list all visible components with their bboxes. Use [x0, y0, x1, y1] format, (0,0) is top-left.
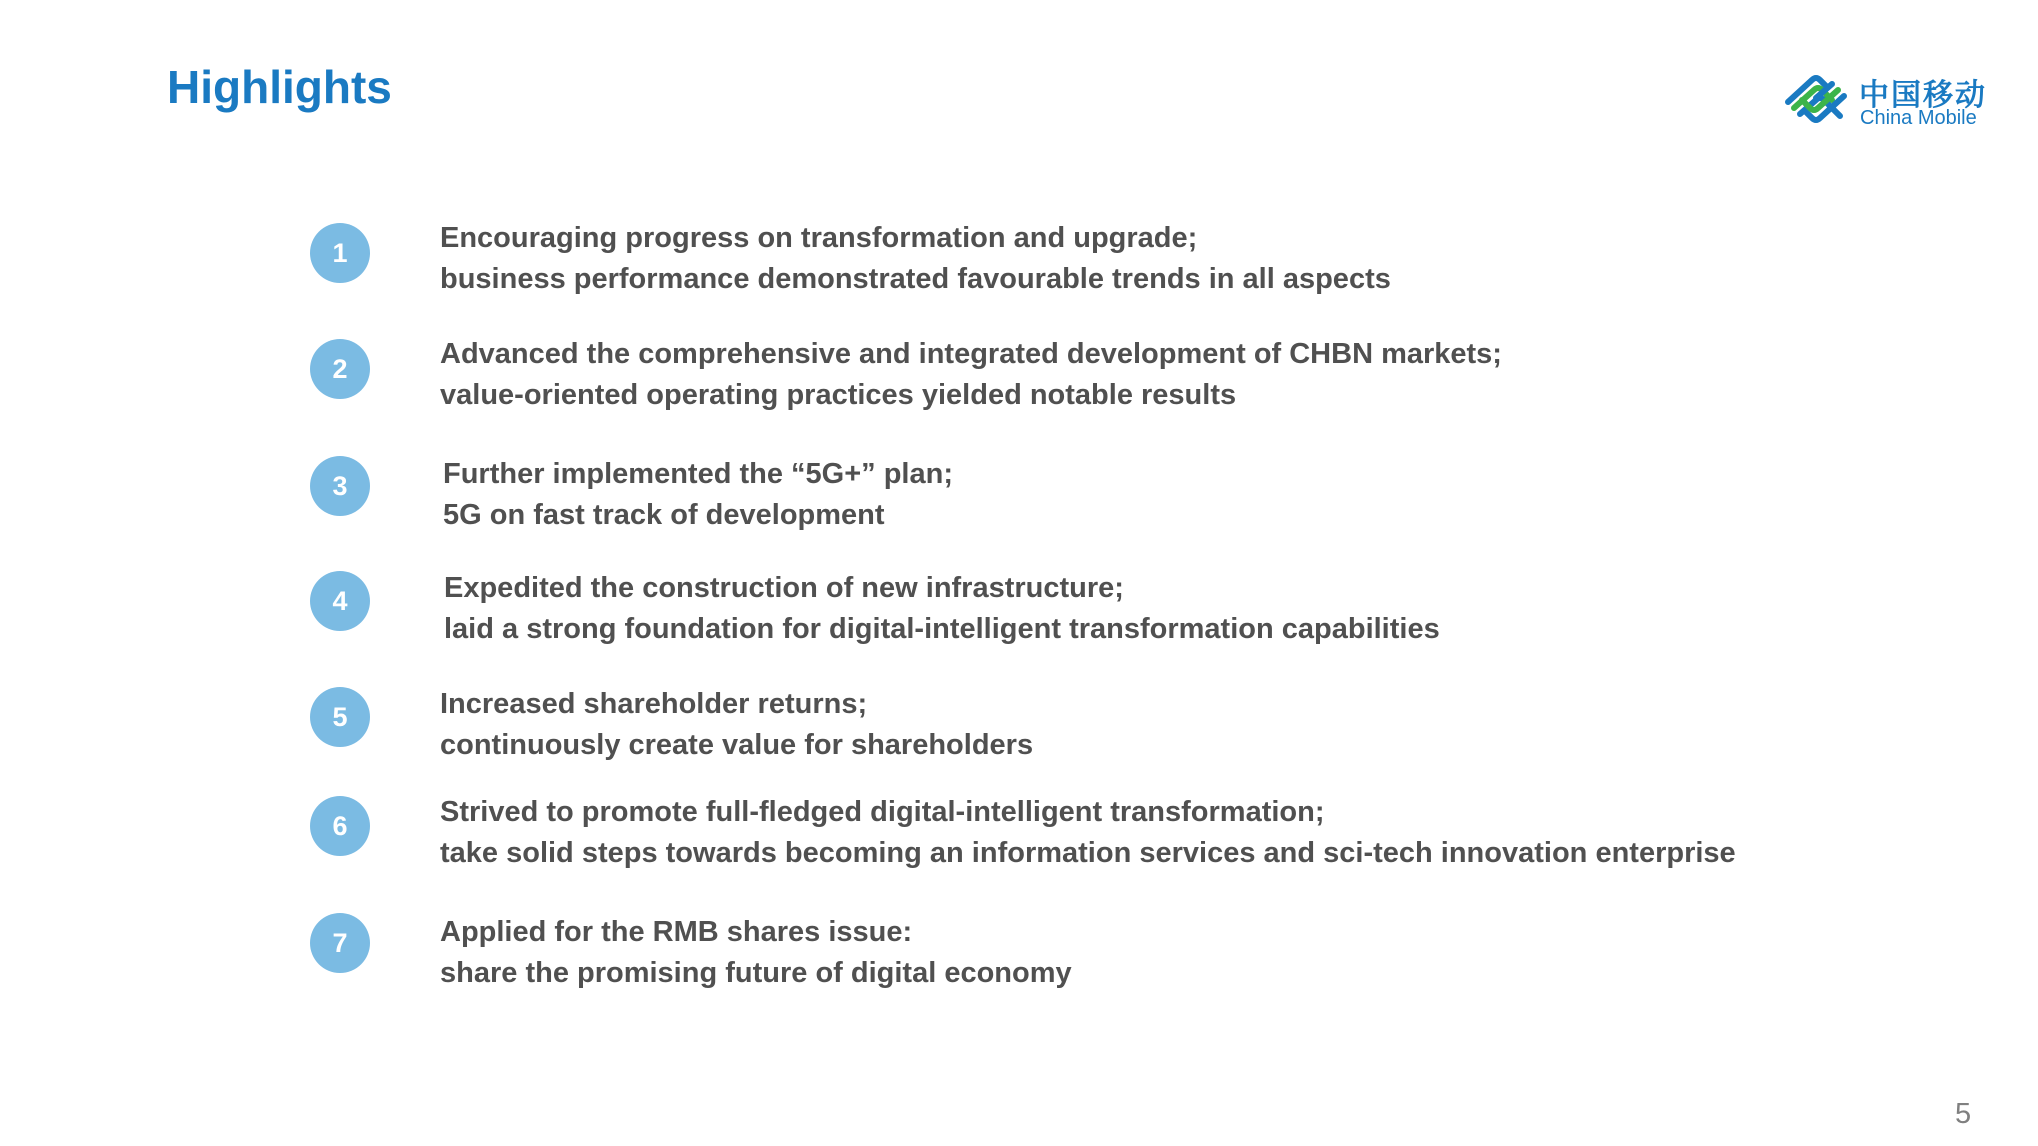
china-mobile-logo-icon: [1782, 66, 1850, 134]
highlight-text: [444, 568, 1440, 650]
highlight-line-2: value-oriented operating practices yielded notable results: [440, 379, 1237, 411]
highlight-line-2: business performance demonstrated favourable trends in all aspects: [440, 263, 1391, 295]
highlight-line-1: Further implemented the “5G+” plan;: [443, 458, 953, 490]
highlight-item: [0, 568, 2038, 658]
highlight-item: [0, 218, 2038, 308]
number-badge: 5: [310, 687, 370, 747]
highlight-line-1: Advanced the comprehensive and integrated development of CHBN markets;: [440, 338, 1502, 370]
highlight-line-2: continuously create value for shareholders: [440, 729, 1034, 761]
logo-english-text: China Mobile: [1860, 107, 1977, 129]
highlight-item: [0, 792, 2038, 882]
highlight-text: [440, 912, 1072, 994]
highlight-line-1: Applied for the RMB shares issue:: [440, 916, 913, 948]
highlight-item: [0, 334, 2038, 424]
highlight-item: [0, 454, 2038, 544]
highlight-text: [440, 792, 1736, 874]
page-title: Highlights: [167, 61, 392, 113]
highlight-text: [440, 684, 1033, 766]
highlight-line-2: laid a strong foundation for digital-intelligent transformation capabilities: [444, 613, 1440, 645]
number-badge: 1: [310, 223, 370, 283]
highlight-line-2: 5G on fast track of development: [443, 499, 885, 531]
logo-chinese-text: 中国移动: [1859, 79, 1987, 112]
highlight-text: [440, 334, 1502, 416]
highlight-line-1: Strived to promote full-fledged digital-intelligent transformation;: [440, 796, 1325, 828]
highlight-text: [440, 218, 1391, 300]
highlight-line-1: Increased shareholder returns;: [440, 688, 868, 720]
highlight-item: [0, 912, 2038, 1002]
number-badge: 4: [310, 571, 370, 631]
highlight-item: [0, 684, 2038, 774]
number-badge: 2: [310, 339, 370, 399]
number-badge: 3: [310, 456, 370, 516]
number-badge: 6: [310, 796, 370, 856]
highlight-text: [443, 454, 953, 536]
china-mobile-logo: [1782, 66, 1992, 136]
highlight-line-1: Encouraging progress on transformation and upgrade;: [440, 222, 1198, 254]
highlight-line-2: take solid steps towards becoming an information services and sci-tech innovation enterprise: [440, 837, 1736, 869]
page-number: 5: [1955, 1098, 1972, 1130]
highlight-line-2: share the promising future of digital economy: [440, 957, 1072, 989]
number-badge: 7: [310, 913, 370, 973]
highlight-line-1: Expedited the construction of new infrastructure;: [444, 572, 1124, 604]
